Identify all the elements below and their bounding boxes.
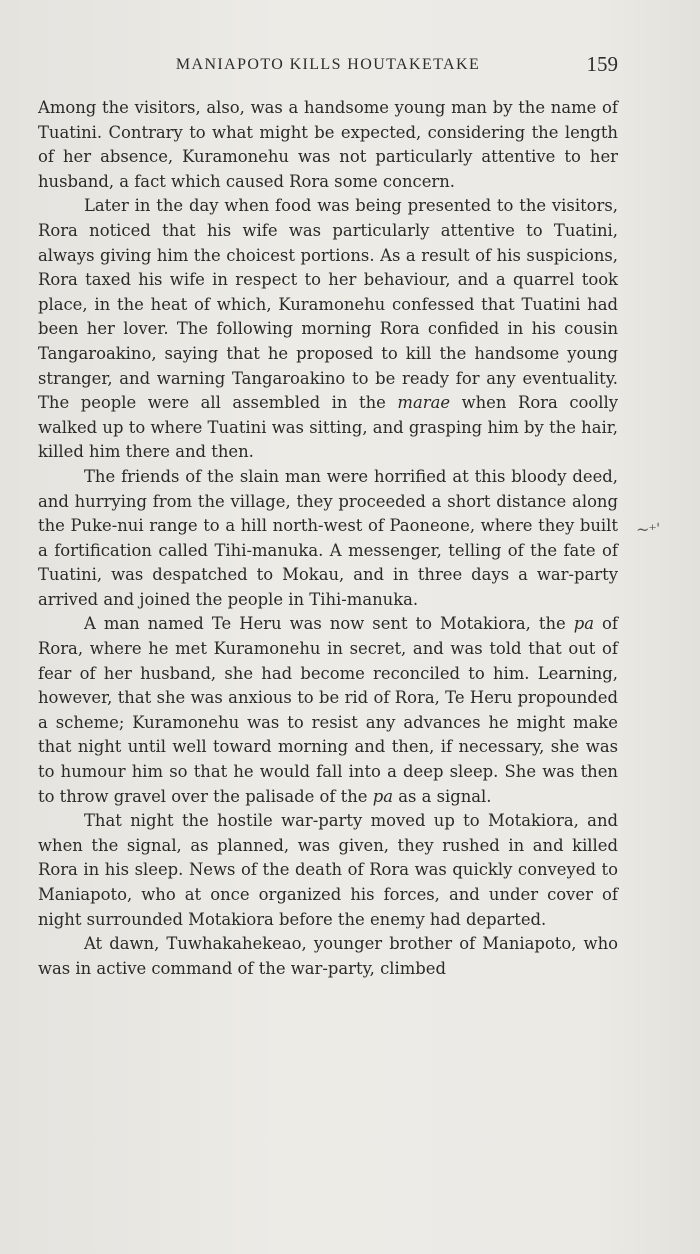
text-run: when Rora coolly walked up to where Tuatini was sitting, and grasping him by the hair, killed him there and then. [38, 393, 618, 462]
text-run: Later in the day when food was being presented to the visitors, Rora noticed that his wife was particularly attentive to Tuatini, always giving him the choicest portions. As a result of his suspicions, Rora taxed his wife in respect to her behaviour, and a quarrel took place, in the heat of which, Kuramonehu confessed that Tuatini had been her lover. The following morning Rora confided in his cousin Tangaroakino, saying that he proposed to kill the handsome young stranger, and warning Tangaroakino to be ready for any eventuality. The people were all assembled in the [38, 196, 618, 413]
body-text [38, 96, 618, 981]
running-header [38, 52, 618, 82]
paragraph: The friends of the slain man were horrified at this bloody deed, and hurrying from the village, they proceeded a short distance along the Puke-nui range to a hill north-west of Paoneone, where they built a fortification called Tihi-manuka. A messenger, telling of the fate of Tuatini, was despatched to Mokau, and in three days a war-party arrived and joined the people in Tihi-manuka. [38, 466, 618, 609]
paragraph [38, 194, 618, 465]
text-run: of Rora, where he met Kuramonehu in secret, and was told that out of fear of her husband, she had become reconciled to him. Learning, however, that she was anxious to be rid of Rora, Te Heru propounded a scheme; Kuramonehu was to resist any advances he might make that night until well toward morning and then, if necessary, she was to humour him so that he would fall into a deep sleep. She was then to throw gravel over the palisade of the [38, 614, 618, 806]
italic-term: pa [573, 614, 595, 634]
paragraph [38, 612, 618, 809]
paragraph: That night the hostile war-party moved up to Motakiora, and when the signal, as planned, was given, they rushed in and killed Rora in his sleep. News of the death of Rora was quickly conveyed to Maniapoto, who at once organized his forces, and under cover of night surrounded Motakiora before the enemy had departed. [38, 811, 618, 929]
paragraph: At dawn, Tuwhakahekeao, younger brother of Maniapoto, who was in active command of the war-party, climbed [38, 934, 618, 978]
paragraph: Among the visitors, also, was a handsome young man by the name of Tuatini. Contrary to what might be expected, considering the length of her absence, Kuramonehu was not particularly attentive to her husband, a fact which caused Rora some concern. [38, 98, 618, 191]
margin-ink-mark: ~⁺ˈ [636, 520, 660, 539]
chapter-title: MANIAPOTO KILLS HOUTAKETAKE [175, 56, 481, 73]
text-run: A man named Te Heru was now sent to Motakiora, the [84, 614, 574, 634]
text-run: as a signal. [393, 786, 492, 806]
page-number: 159 [586, 52, 618, 76]
italic-term: marae [397, 393, 451, 413]
italic-term: pa [372, 786, 393, 806]
